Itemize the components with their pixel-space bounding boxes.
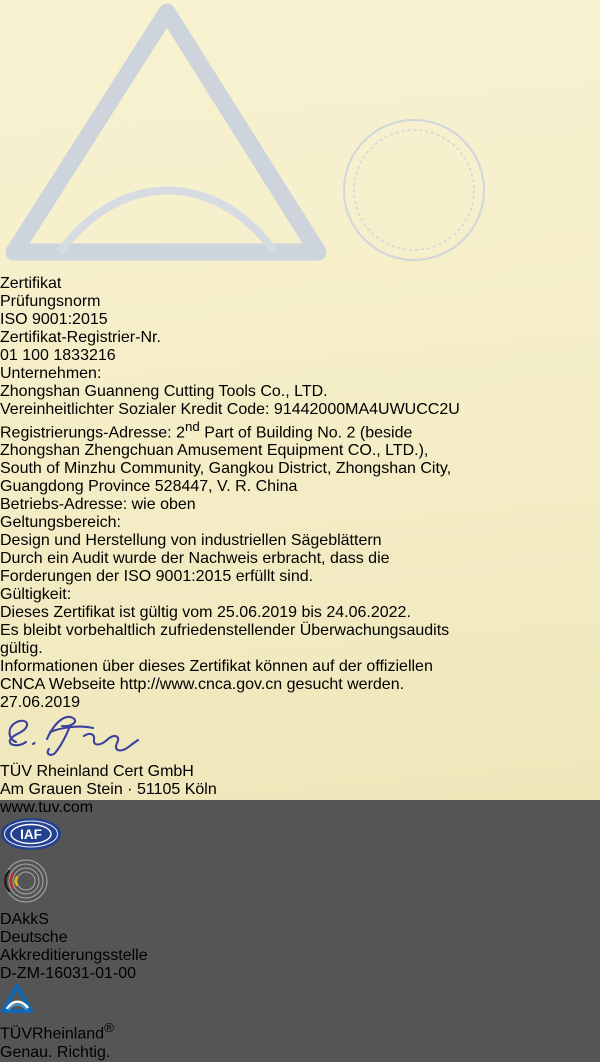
dakks-sub-line3: D-ZM-16031-01-00 bbox=[0, 965, 137, 983]
company-credit-code: Vereinheitlichter Sozialer Kredit Code: 91442000MA4UWUCC2U bbox=[0, 401, 460, 418]
registered-trademark-symbol: ® bbox=[104, 1020, 114, 1036]
brand-tagline: Genau. Richtig. bbox=[0, 1043, 111, 1061]
brand-name-text: TÜVRheinland bbox=[0, 1025, 105, 1043]
cnca-info bbox=[0, 658, 600, 694]
regaddr-post: Part of Building No. 2 (beside bbox=[199, 424, 413, 442]
signature-ink bbox=[0, 712, 145, 758]
dakks-sub-line1: Deutsche bbox=[0, 929, 68, 947]
scope-value: Design und Herstellung von industriellen Sägeblättern bbox=[0, 532, 382, 550]
company-details bbox=[0, 383, 600, 514]
audit-line2: Forderungen der ISO 9001:2015 erfüllt sind. bbox=[0, 568, 314, 586]
company-address-line2: Zhongshan Zhengchuan Amusement Equipment CO., LTD.), bbox=[0, 442, 429, 460]
scope-label: Geltungsbereich: bbox=[0, 514, 121, 532]
cnca-info-line2: CNCA Webseite http://www.cnca.gov.cn gesucht werden. bbox=[0, 676, 405, 694]
issue-date: 27.06.2019 bbox=[0, 694, 81, 712]
audit-line1: Durch ein Audit wurde der Nachweis erbracht, dass die bbox=[0, 550, 390, 568]
company-address-line4: Guangdong Province 528447, V. R. China bbox=[0, 478, 298, 496]
regaddr-ordinal: nd bbox=[184, 419, 200, 434]
cnca-info-line1: Informationen über dieses Zertifikat können auf der offiziellen bbox=[0, 658, 433, 676]
registry-number-value: 01 100 1833216 bbox=[0, 347, 116, 364]
tuv-website-url: www.tuv.com bbox=[0, 799, 94, 817]
frame-gold-edge bbox=[9, 4, 14, 794]
validity-line3: gültig. bbox=[0, 640, 43, 658]
iaf-logo bbox=[0, 817, 62, 851]
validity-line1: Dieses Zertifikat ist gültig vom 25.06.2019 bis 24.06.2022. bbox=[0, 604, 411, 622]
registry-number-label: Zertifikat-Registrier-Nr. bbox=[0, 329, 161, 346]
dakks-accreditation-text bbox=[0, 929, 600, 983]
dakks-wordmark: DAkkS bbox=[0, 911, 49, 929]
company-name: Zhongshan Guanneng Cutting Tools Co., LTD. bbox=[0, 383, 328, 400]
regaddr-pre: Registrierungs-Adresse: 2 bbox=[0, 424, 185, 442]
company-registration-address bbox=[0, 419, 600, 442]
seal-watermark bbox=[334, 110, 494, 270]
norm-label: Prüfungsnorm bbox=[0, 293, 101, 310]
signatory-address: Am Grauen Stein · 51105 Köln bbox=[0, 781, 217, 799]
dakks-fingerprint-icon bbox=[0, 856, 50, 906]
company-operations-address: Betriebs-Adresse: wie oben bbox=[0, 496, 196, 514]
dakks-logo bbox=[0, 856, 600, 983]
signatory-organization: TÜV Rheinland Cert GmbH bbox=[0, 763, 194, 781]
tuv-rheinland-wordmark bbox=[0, 1020, 600, 1043]
svg-text:IAF: IAF bbox=[20, 827, 42, 843]
norm-value: ISO 9001:2015 bbox=[0, 311, 108, 328]
validity-line2: Es bleibt vorbehaltlich zufriedenstellender Überwachungsaudits bbox=[0, 622, 450, 640]
certificate-title: Zertifikat bbox=[0, 275, 62, 292]
validity-label: Gültigkeit: bbox=[0, 586, 72, 604]
tuv-rheinland-triangle-icon bbox=[0, 983, 34, 1015]
company-label: Unternehmen: bbox=[0, 365, 102, 382]
company-address-line3: South of Minzhu Community, Gangkou District, Zhongshan City, bbox=[0, 460, 452, 478]
signatory-block bbox=[0, 763, 600, 799]
dakks-sub-line2: Akkreditierungsstelle bbox=[0, 947, 148, 965]
tuv-triangle-watermark bbox=[0, 0, 330, 270]
audit-statement bbox=[0, 550, 600, 586]
validity-statement bbox=[0, 604, 600, 658]
